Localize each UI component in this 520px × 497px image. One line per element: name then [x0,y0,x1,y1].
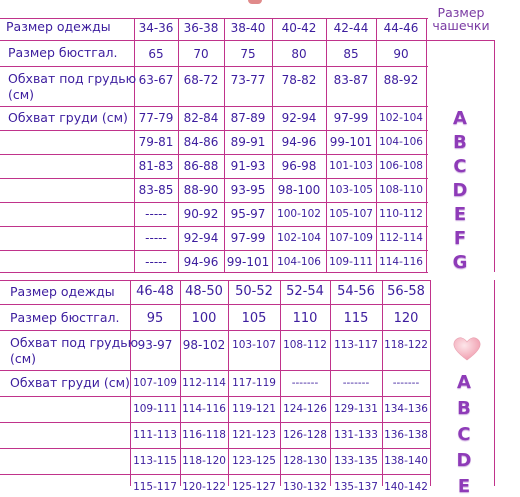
size-header: 42-44 [333,21,369,35]
underbust-value: 103-107 [232,339,276,351]
grid-line-vertical [426,18,427,272]
bra-size: 85 [343,47,359,61]
bra-size: 95 [146,311,164,326]
bust-value: 94-96 [281,135,317,149]
grid-line-horizontal [0,106,428,107]
bust-value: 98-100 [277,183,321,197]
bust-value: 105-107 [329,208,373,220]
bra-size: 70 [193,47,209,61]
underbust-value: 118-122 [384,339,428,351]
bust-value: 119-121 [232,403,276,415]
bust-value: 79-81 [138,135,174,149]
grid-line-horizontal [0,280,430,281]
grid-line-horizontal [0,422,430,423]
bust-value: 93-95 [230,183,266,197]
grid-line-vertical [494,40,495,272]
row-label-clothing: Размер одежды [10,284,115,299]
bust-value: 82-84 [183,111,219,125]
cup-letter: A [457,372,471,393]
bust-value: 84-86 [183,135,219,149]
cup-letter: C [453,156,467,177]
grid-line-horizontal [0,154,428,155]
bust-value: 128-130 [283,455,327,467]
bust-value: ------- [342,377,370,389]
row-label-underbust-unit: (см) [8,87,35,102]
bust-value: 118-120 [182,455,226,467]
cup-letter: E [453,204,467,225]
rosette-icon [248,0,262,4]
bust-value: 107-109 [133,377,177,389]
grid-line-horizontal [426,40,494,41]
size-header: 44-46 [383,21,419,35]
bust-value: 100-102 [277,208,321,220]
cup-letter: D [452,180,468,201]
bust-value: 116-118 [182,429,226,441]
row-label-underbust-unit: (см) [10,351,37,366]
size-header: 56-58 [387,284,425,299]
bust-value: 83-85 [138,183,174,197]
grid-line-horizontal [0,396,430,397]
bra-size: 115 [343,311,369,326]
bust-value: 97-99 [230,231,266,245]
grid-line-horizontal [0,40,428,41]
grid-line-horizontal [0,250,428,251]
size-header: 36-38 [183,21,219,35]
bust-value: 95-97 [230,207,266,221]
size-header: 50-52 [235,284,273,299]
bust-value: 129-131 [334,403,378,415]
underbust-value: 88-92 [383,73,419,87]
bust-value: ----- [145,231,167,245]
size-header: 46-48 [136,284,174,299]
bra-size: 65 [148,47,164,61]
bust-value: 110-112 [379,208,423,220]
bra-size: 75 [240,47,256,61]
bust-value: 81-83 [138,159,174,173]
bust-value: 92-94 [183,231,219,245]
underbust-value: 108-112 [283,339,327,351]
size-header: 54-56 [337,284,375,299]
bust-value: ------- [392,377,420,389]
bust-value: 109-111 [329,256,373,268]
bust-value: 121-123 [232,429,276,441]
bust-value: 136-138 [384,429,428,441]
bust-value: 113-115 [133,455,177,467]
cup-letter: C [457,424,471,445]
bust-value: 88-90 [183,183,219,197]
bust-value: 104-106 [379,136,423,148]
underbust-value: 78-82 [281,73,317,87]
underbust-value: 68-72 [183,73,219,87]
bust-value: 112-114 [182,377,226,389]
bust-value: 109-111 [133,403,177,415]
bust-value: 87-89 [230,111,266,125]
bust-value: ----- [145,255,167,269]
bust-value: 112-114 [379,232,423,244]
bust-value: 106-108 [379,160,423,172]
bust-value: 97-99 [333,111,369,125]
bust-value: 104-106 [277,256,321,268]
underbust-value: 113-117 [334,339,378,351]
size-header: 38-40 [230,21,266,35]
grid-line-horizontal [0,304,430,305]
bust-value: 131-133 [334,429,378,441]
size-header: 34-36 [138,21,174,35]
bust-value: 140-142 [384,481,428,493]
bust-value: 99-101 [329,135,373,149]
bust-value: 135-137 [334,481,378,493]
heart-icon [452,336,482,362]
underbust-value: 63-67 [138,73,174,87]
grid-line-horizontal [0,130,428,131]
bust-value: 103-105 [329,184,373,196]
bust-value: 125-127 [232,481,276,493]
bra-size: 90 [393,47,409,61]
bust-value: 115-117 [133,481,177,493]
cup-size-header [428,6,494,32]
bust-value: 123-125 [232,455,276,467]
underbust-value: 93-97 [137,338,173,352]
bust-value: 77-79 [138,111,174,125]
cup-letter: B [457,398,471,419]
row-label-bra: Размер бюстгал. [8,45,118,60]
bust-value: ------- [291,377,319,389]
grid-line-horizontal [0,66,428,67]
underbust-value: 83-87 [333,73,369,87]
cup-letter: D [456,450,472,471]
bust-value: 134-136 [384,403,428,415]
grid-line-horizontal [0,370,430,371]
grid-line-horizontal [0,330,430,331]
bust-value: 108-110 [379,184,423,196]
grid-line-horizontal [0,272,428,273]
bust-value: 94-96 [183,255,219,269]
size-header: 48-50 [185,284,223,299]
cup-letter: B [453,132,467,153]
size-header: 40-42 [281,21,317,35]
bust-value: 86-88 [183,159,219,173]
bust-value: 133-135 [334,455,378,467]
bust-value: 126-128 [283,429,327,441]
grid-line-horizontal [0,178,428,179]
row-label-underbust: Обхват под грудью [10,335,139,350]
bust-value: 89-91 [230,135,266,149]
bust-value: 111-113 [133,429,177,441]
grid-line-horizontal [0,226,428,227]
bust-value: 130-132 [283,481,327,493]
bust-value: 92-94 [281,111,317,125]
cup-letter: A [453,108,467,129]
cup-header-line2: чашечки [432,18,490,33]
grid-line-horizontal [0,202,428,203]
bra-size: 80 [291,47,307,61]
bust-value: 114-116 [182,403,226,415]
bra-size: 120 [393,311,419,326]
bra-size: 105 [241,311,267,326]
bust-value: 90-92 [183,207,219,221]
bust-value: 120-122 [182,481,226,493]
bra-size: 110 [292,311,318,326]
bust-value: 99-101 [226,255,270,269]
size-header: 52-54 [286,284,324,299]
cup-letter: F [453,228,467,249]
row-label-bust: Обхват груди (см) [10,375,130,390]
cup-letter: G [452,252,468,273]
bust-value: 101-103 [329,160,373,172]
bust-value: 117-119 [232,377,276,389]
bust-value: 114-116 [379,256,423,268]
grid-line-horizontal [0,448,430,449]
bust-value: 91-93 [230,159,266,173]
cup-header-line1: Размер [437,5,485,20]
cup-letter: E [457,476,471,497]
row-label-clothing: Размер одежды [6,19,111,34]
bra-size: 100 [191,311,217,326]
grid-line-horizontal [0,474,430,475]
grid-line-vertical [430,280,431,486]
bust-value: 96-98 [281,159,317,173]
bust-value: 107-109 [329,232,373,244]
underbust-value: 73-77 [230,73,266,87]
bust-value: 102-104 [277,232,321,244]
row-label-underbust: Обхват под грудью [8,71,137,86]
row-label-bust: Обхват груди (см) [8,110,128,125]
bust-value: 124-126 [283,403,327,415]
row-label-bra: Размер бюстгал. [10,310,120,325]
bust-value: 102-104 [379,112,423,124]
bust-value: ----- [145,207,167,221]
underbust-value: 98-102 [182,338,226,352]
bust-value: 138-140 [384,455,428,467]
grid-line-vertical [494,280,495,486]
